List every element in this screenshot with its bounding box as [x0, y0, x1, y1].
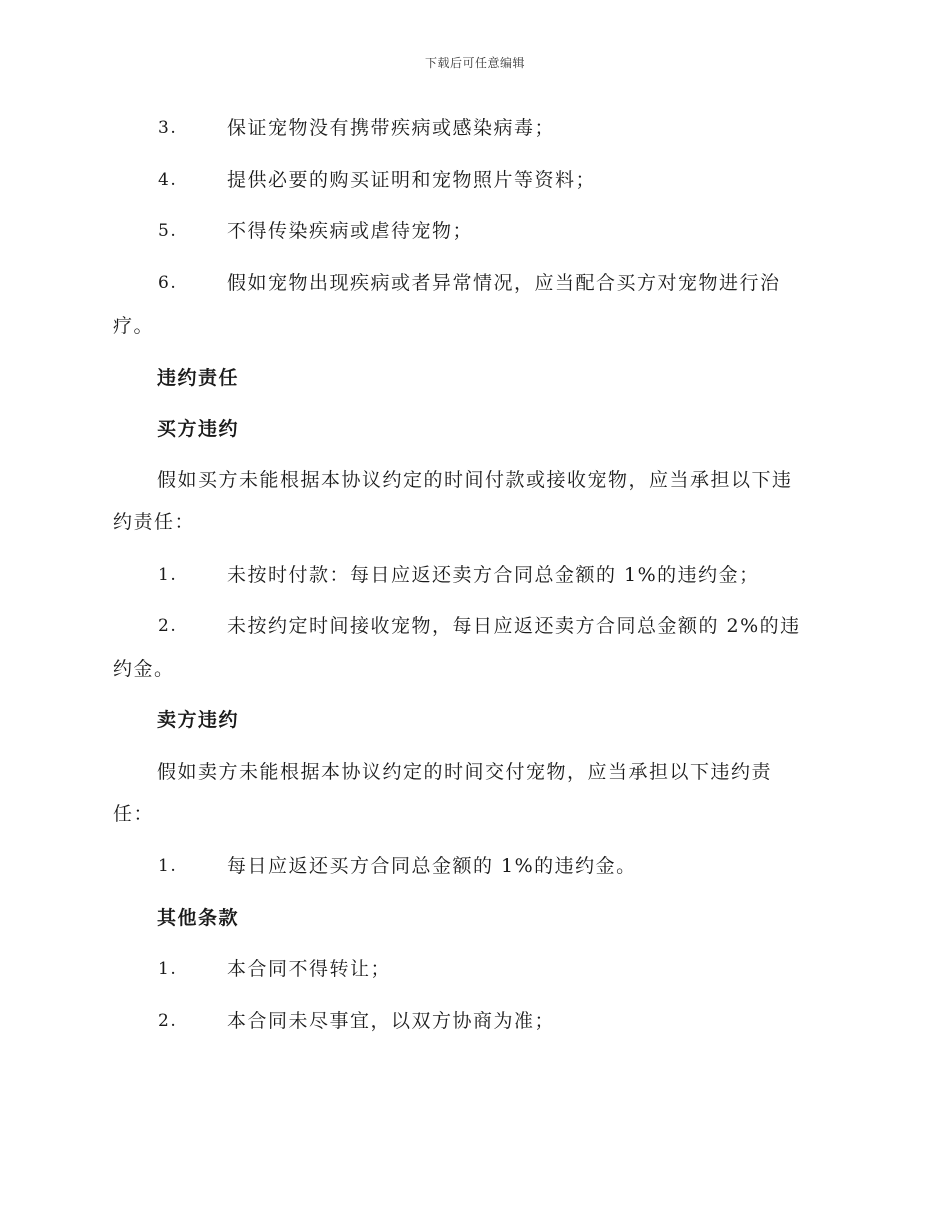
list-item-number: 2.: [158, 616, 178, 636]
paragraph-buyer-intro-continuation: 约责任：: [113, 511, 196, 533]
list-item-number: 3.: [158, 118, 178, 138]
section-heading-breach: 违约责任: [157, 367, 240, 389]
paragraph-buyer-intro: 假如买方未能根据本协议约定的时间付款或接收宠物，应当承担以下违: [157, 469, 793, 491]
list-item-text: 本合同未尽事宜，以双方协商为准；: [227, 1010, 556, 1032]
list-item-number: 6.: [158, 273, 178, 293]
list-item-continuation: 疗。: [113, 315, 155, 337]
list-item-text: 假如宠物出现疾病或者异常情况，应当配合买方对宠物进行治: [227, 272, 781, 294]
page-header: 下载后可任意编辑: [424, 56, 525, 70]
list-item-number: 4.: [158, 170, 178, 190]
list-item-text: 提供必要的购买证明和宠物照片等资料；: [227, 169, 597, 191]
list-item-text: 未按时付款：每日应返还卖方合同总金额的 1%的违约金；: [227, 564, 760, 586]
list-item-text: 未按约定时间接收宠物，每日应返还卖方合同总金额的 2%的违: [227, 615, 801, 637]
list-item-number: 1.: [158, 856, 178, 876]
list-item-number: 1.: [158, 565, 178, 585]
list-item-text: 不得传染疾病或虐待宠物；: [227, 220, 474, 242]
subsection-heading-buyer-breach: 买方违约: [157, 418, 240, 440]
list-item-text: 保证宠物没有携带疾病或感染病毒；: [227, 117, 556, 139]
list-item-text: 本合同不得转让；: [227, 958, 392, 980]
section-heading-other-terms: 其他条款: [157, 907, 240, 929]
list-item-number: 2.: [158, 1011, 178, 1031]
subsection-heading-seller-breach: 卖方违约: [157, 709, 240, 731]
list-item-text: 每日应返还买方合同总金额的 1%的违约金。: [227, 855, 637, 877]
paragraph-seller-intro: 假如卖方未能根据本协议约定的时间交付宠物，应当承担以下违约责: [157, 761, 773, 783]
list-item-number: 1.: [158, 959, 178, 979]
list-item-continuation: 约金。: [113, 658, 175, 680]
list-item-number: 5.: [158, 221, 178, 241]
paragraph-seller-intro-continuation: 任：: [113, 803, 155, 825]
